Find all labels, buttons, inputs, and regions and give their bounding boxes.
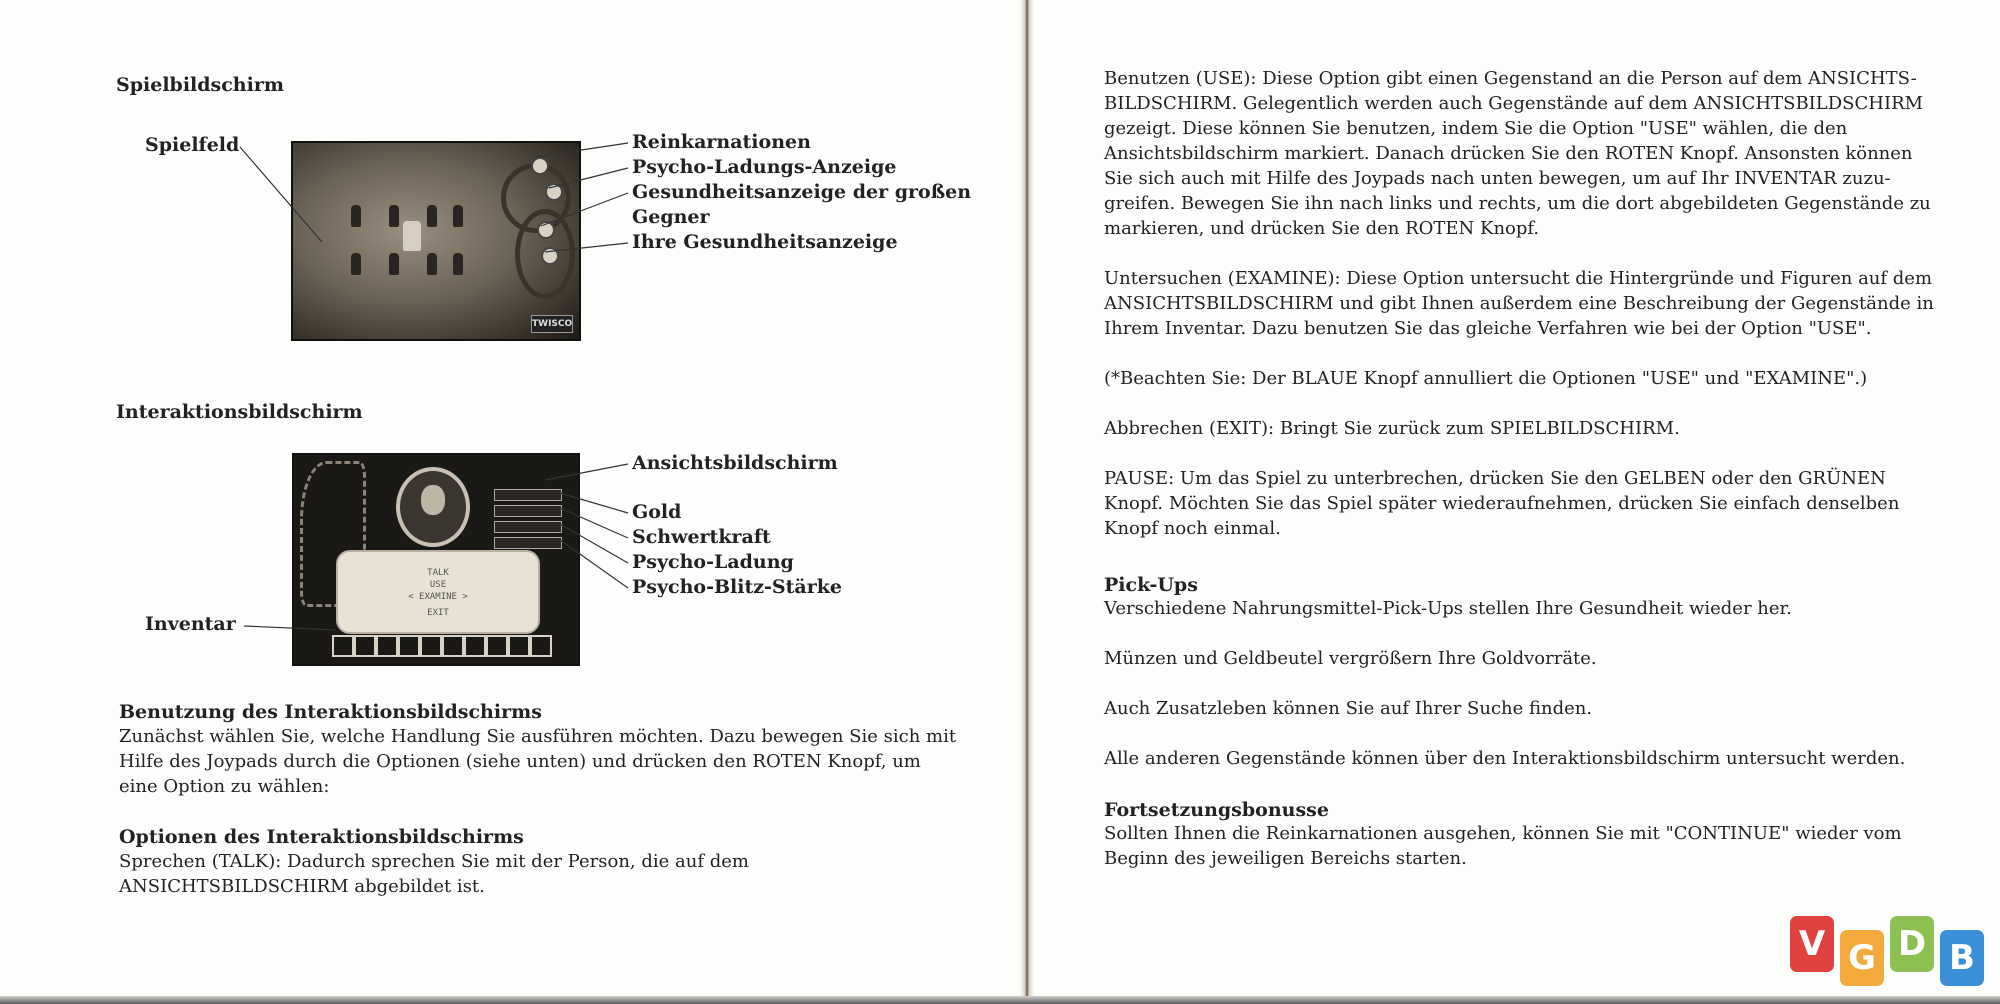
callout-psycho-charge — [560, 524, 628, 563]
callout-view-screen — [545, 464, 628, 480]
exit-line: Abbrechen (EXIT): Bringt Sie zurück zum SPIELBILDSCHIRM. — [1104, 418, 1680, 439]
use-line: Benutzen (USE): Diese Option gibt einen Gegenstand an die Person auf dem ANSICHTS- — [1104, 68, 1917, 89]
callout-psycho-blitz — [560, 540, 628, 588]
callout-player-health — [545, 243, 628, 252]
book-spine — [1020, 0, 1034, 1004]
usage-heading: Benutzung des Interaktionsbildschirms — [119, 701, 542, 723]
continue-line: Beginn des jeweiligen Bereichs starten. — [1104, 848, 1467, 869]
logo-tile-v: V — [1790, 916, 1834, 972]
pause-line: Knopf. Möchten Sie das Spiel später wiederaufnehmen, drücken Sie einfach denselben — [1104, 493, 1900, 514]
logo-tile-g: G — [1840, 930, 1884, 986]
use-line: markieren, und drücken Sie den ROTEN Knopf. — [1104, 218, 1540, 239]
pause-line: Knopf noch einmal. — [1104, 518, 1281, 539]
pickups-heading: Pick-Ups — [1104, 574, 1198, 596]
callout-reincarnations — [535, 143, 628, 157]
pickups-line: Alle anderen Gegenstände können über den Interaktionsbildschirm untersucht werden. — [1104, 748, 1906, 769]
callout-psycho-charge-display — [549, 168, 628, 188]
label-psycho-charge: Psycho-Ladung — [632, 551, 794, 573]
label-gold: Gold — [632, 501, 682, 523]
usage-line: Zunächst wählen Sie, welche Handlung Sie ausführen möchten. Dazu bewegen Sie sich mit — [119, 726, 957, 747]
callout-inventory — [244, 626, 336, 630]
callout-gold — [560, 493, 628, 513]
use-line: Ansichtsbildschirm markiert. Danach drücken Sie den ROTEN Knopf. Ansonsten können — [1104, 143, 1913, 164]
game-screen-heading: Spielbildschirm — [116, 74, 284, 96]
game-logo: TWISCO — [531, 315, 573, 333]
interaction-screen-heading: Interaktionsbildschirm — [116, 401, 363, 423]
continue-heading: Fortsetzungsbonusse — [1104, 799, 1329, 821]
use-line: BILDSCHIRM. Gelegentlich werden auch Gegenstände auf dem ANSICHTSBILDSCHIRM — [1104, 93, 1924, 114]
examine-line: Untersuchen (EXAMINE): Diese Option untersucht die Hintergründe und Figuren auf dem — [1104, 268, 1933, 289]
label-psycho-blitz: Psycho-Blitz-Stärke — [632, 576, 842, 598]
label-sword-power: Schwertkraft — [632, 526, 771, 548]
talk-line: ANSICHTSBILDSCHIRM abgebildet ist. — [119, 876, 485, 897]
use-line: greifen. Bewegen Sie ihn nach links und rechts, um die dort abgebildeten Gegenstände zu — [1104, 193, 1931, 214]
continue-line: Sollten Ihnen die Reinkarnationen ausgehen, können Sie mit "CONTINUE" wieder vom — [1104, 823, 1902, 844]
pickups-line: Verschiedene Nahrungsmittel-Pick-Ups stellen Ihre Gesundheit wieder her. — [1104, 598, 1792, 619]
menu-use: USE — [429, 580, 447, 590]
use-line: gezeigt. Diese können Sie benutzen, indem Sie die Option "USE" wählen, die den — [1104, 118, 1848, 139]
pickups-line: Münzen und Geldbeutel vergrößern Ihre Goldvorräte. — [1104, 648, 1597, 669]
label-psycho-charge-display: Psycho-Ladungs-Anzeige — [632, 156, 897, 178]
callout-boss-health — [541, 193, 628, 226]
page-bottom-edge — [0, 996, 2000, 1004]
use-line: Sie sich auch mit Hilfe des Joypads nach unten bewegen, um auf Ihr INVENTAR zuzu- — [1104, 168, 1891, 189]
usage-line: eine Option zu wählen: — [119, 776, 330, 797]
label-view-screen: Ansichtsbildschirm — [632, 452, 838, 474]
note-line: (*Beachten Sie: Der BLAUE Knopf annulliert die Optionen "USE" und "EXAMINE".) — [1104, 368, 1868, 389]
label-boss-health-line1: Gesundheitsanzeige der großen — [632, 181, 972, 203]
callout-sword-power — [560, 508, 628, 538]
pause-line: PAUSE: Um das Spiel zu unterbrechen, drücken Sie den GELBEN oder den GRÜNEN — [1104, 468, 1886, 489]
callout-playfield — [240, 147, 322, 242]
logo-tile-d: D — [1890, 916, 1934, 972]
label-boss-health-line2: Gegner — [632, 206, 710, 228]
pickups-line: Auch Zusatzleben können Sie auf Ihrer Suche finden. — [1104, 698, 1593, 719]
menu-exit: EXIT — [427, 608, 449, 618]
menu-talk: TALK — [427, 568, 449, 578]
label-player-health: Ihre Gesundheitsanzeige — [632, 231, 898, 253]
talk-line: Sprechen (TALK): Dadurch sprechen Sie mit der Person, die auf dem — [119, 851, 749, 872]
logo-tile-b: B — [1940, 930, 1984, 986]
vgdb-logo — [1790, 914, 1995, 994]
label-reincarnations: Reinkarnationen — [632, 131, 811, 153]
usage-line: Hilfe des Joypads durch die Optionen (siehe unten) und drücken den ROTEN Knopf, um — [119, 751, 921, 772]
options-heading: Optionen des Interaktionsbildschirms — [119, 826, 524, 848]
label-playfield: Spielfeld — [145, 134, 240, 156]
examine-line: Ihrem Inventar. Dazu benutzen Sie das gleiche Verfahren wie bei der Option "USE". — [1104, 318, 1872, 339]
menu-examine: < EXAMINE > — [408, 592, 468, 602]
examine-line: ANSICHTSBILDSCHIRM und gibt Ihnen außerdem eine Beschreibung der Gegenstände in — [1104, 293, 1934, 314]
label-inventory: Inventar — [145, 613, 236, 635]
